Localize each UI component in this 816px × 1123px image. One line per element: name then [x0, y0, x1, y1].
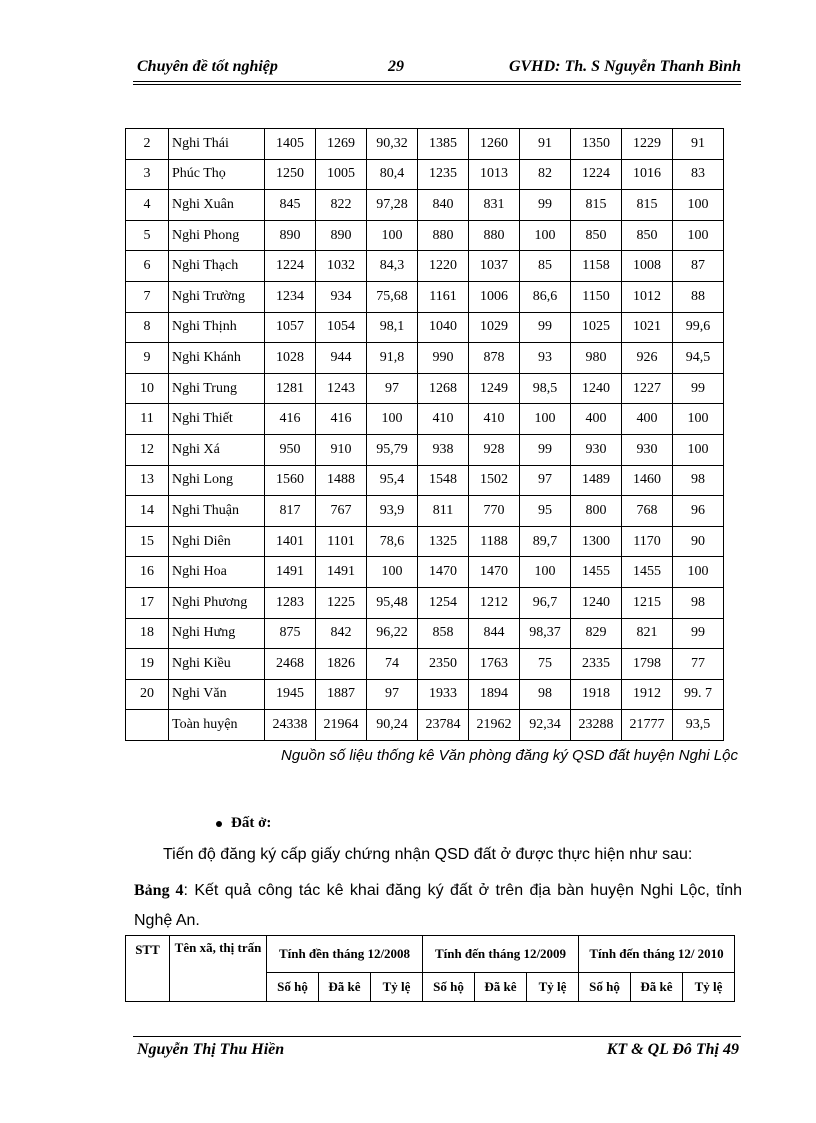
- paragraph: Tiến độ đăng ký cấp giấy chứng nhận QSD đất ở được thực hiện như sau:: [163, 846, 693, 863]
- cell-value: 831: [469, 190, 520, 221]
- col-stt: STT: [126, 936, 170, 1002]
- cell-value: 416: [265, 404, 316, 435]
- cell-value: 1040: [418, 312, 469, 343]
- cell-value: 99: [520, 312, 571, 343]
- cell-value: 1243: [316, 373, 367, 404]
- cell-value: 944: [316, 343, 367, 374]
- cell-stt: 12: [126, 434, 169, 465]
- cell-value: 90,32: [367, 129, 418, 160]
- page-footer: [133, 1041, 741, 1063]
- cell-value: 1894: [469, 679, 520, 710]
- header-rule: [133, 84, 741, 85]
- cell-value: 1008: [622, 251, 673, 282]
- cell-value: 1013: [469, 159, 520, 190]
- cell-value: 1491: [316, 557, 367, 588]
- cell-commune: Phúc Thọ: [169, 159, 265, 190]
- header-page-number: 29: [388, 58, 404, 75]
- cell-stt: 15: [126, 526, 169, 557]
- cell-value: 100: [673, 404, 724, 435]
- table-caption: [134, 876, 742, 936]
- cell-value: 990: [418, 343, 469, 374]
- cell-stt: 8: [126, 312, 169, 343]
- cell-value: 23288: [571, 710, 622, 741]
- cell-value: 92,34: [520, 710, 571, 741]
- cell-value: 89,7: [520, 526, 571, 557]
- cell-value: 1455: [622, 557, 673, 588]
- cell-value: 1240: [571, 373, 622, 404]
- cell-value: 1260: [469, 129, 520, 160]
- cell-value: 1918: [571, 679, 622, 710]
- cell-value: 850: [622, 220, 673, 251]
- cell-value: 99. 7: [673, 679, 724, 710]
- table-row: [126, 404, 724, 435]
- cell-value: 100: [673, 220, 724, 251]
- cell-stt: 19: [126, 649, 169, 680]
- cell-value: 1016: [622, 159, 673, 190]
- table-caption-label: Bảng 4: [134, 882, 184, 899]
- cell-stt: [126, 710, 169, 741]
- table-row: [126, 220, 724, 251]
- cell-value: 95,4: [367, 465, 418, 496]
- table-row: [126, 679, 724, 710]
- cell-value: 926: [622, 343, 673, 374]
- cell-value: 1224: [571, 159, 622, 190]
- cell-value: 100: [367, 404, 418, 435]
- cell-value: 24338: [265, 710, 316, 741]
- table-row: [126, 649, 724, 680]
- cell-value: 98,37: [520, 618, 571, 649]
- cell-value: 83: [673, 159, 724, 190]
- table-row: [126, 343, 724, 374]
- header-supervisor: GVHD: Th. S Nguyễn Thanh Bình: [508, 58, 741, 75]
- footer-class: KT & QL Đô Thị 49: [606, 1041, 739, 1058]
- col-period-2010: Tính đến tháng 12/ 2010: [579, 936, 735, 973]
- cell-value: 1028: [265, 343, 316, 374]
- table-row: [126, 587, 724, 618]
- cell-value: 1220: [418, 251, 469, 282]
- cell-stt: 7: [126, 281, 169, 312]
- cell-value: 1350: [571, 129, 622, 160]
- cell-value: 96,7: [520, 587, 571, 618]
- cell-value: 100: [367, 220, 418, 251]
- cell-value: 1283: [265, 587, 316, 618]
- cell-value: 98: [673, 587, 724, 618]
- cell-value: 1006: [469, 281, 520, 312]
- cell-value: 410: [469, 404, 520, 435]
- cell-value: 1057: [265, 312, 316, 343]
- cell-value: 817: [265, 496, 316, 527]
- cell-value: 844: [469, 618, 520, 649]
- table-caption-text: : Kết quả công tác kê khai đăng ký đất ở trên địa bàn huyện Nghi Lộc, tỉnh Nghệ An.: [134, 882, 742, 929]
- cell-value: 821: [622, 618, 673, 649]
- bullet-heading-text: Đất ở:: [231, 815, 272, 831]
- table-row: [126, 618, 724, 649]
- cell-value: 99: [520, 434, 571, 465]
- table-row: [126, 373, 724, 404]
- cell-value: 98,1: [367, 312, 418, 343]
- cell-commune: Nghi Hoa: [169, 557, 265, 588]
- cell-value: 99,6: [673, 312, 724, 343]
- cell-value: 1488: [316, 465, 367, 496]
- cell-commune: Nghi Thiết: [169, 404, 265, 435]
- cell-value: 2468: [265, 649, 316, 680]
- sub-households: Số hộ: [267, 973, 319, 1002]
- table-row: [126, 557, 724, 588]
- sub-ratio: Tỷ lệ: [371, 973, 423, 1002]
- cell-stt: 13: [126, 465, 169, 496]
- cell-value: 1887: [316, 679, 367, 710]
- cell-value: 1325: [418, 526, 469, 557]
- page-header: [133, 58, 741, 80]
- footer-author: Nguyễn Thị Thu Hiền: [137, 1041, 285, 1058]
- table-row: [126, 312, 724, 343]
- cell-value: 1150: [571, 281, 622, 312]
- cell-value: 400: [571, 404, 622, 435]
- cell-value: 1455: [571, 557, 622, 588]
- cell-value: 75,68: [367, 281, 418, 312]
- cell-value: 890: [265, 220, 316, 251]
- table-row: [126, 251, 724, 282]
- cell-commune: Nghi Văn: [169, 679, 265, 710]
- cell-value: 980: [571, 343, 622, 374]
- cell-value: 950: [265, 434, 316, 465]
- cell-stt: 18: [126, 618, 169, 649]
- cell-value: 97: [520, 465, 571, 496]
- cell-value: 1215: [622, 587, 673, 618]
- cell-value: 1254: [418, 587, 469, 618]
- cell-value: 1240: [571, 587, 622, 618]
- cell-stt: 20: [126, 679, 169, 710]
- cell-value: 99: [520, 190, 571, 221]
- source-note: Nguồn số liệu thống kê Văn phòng đăng ký QSD đất huyện Nghi Lộc: [281, 747, 738, 764]
- cell-value: 82: [520, 159, 571, 190]
- cell-value: 840: [418, 190, 469, 221]
- cell-value: 1300: [571, 526, 622, 557]
- cell-value: 93: [520, 343, 571, 374]
- cell-value: 1005: [316, 159, 367, 190]
- cell-value: 93,9: [367, 496, 418, 527]
- cell-value: 1032: [316, 251, 367, 282]
- header-title: Chuyên đề tốt nghiệp: [137, 58, 278, 75]
- cell-value: 767: [316, 496, 367, 527]
- cell-stt: 4: [126, 190, 169, 221]
- cell-value: 1188: [469, 526, 520, 557]
- cell-value: 96: [673, 496, 724, 527]
- cell-value: 880: [418, 220, 469, 251]
- cell-value: 1029: [469, 312, 520, 343]
- cell-value: 95: [520, 496, 571, 527]
- cell-value: 93,5: [673, 710, 724, 741]
- cell-commune: Toàn huyện: [169, 710, 265, 741]
- cell-stt: 11: [126, 404, 169, 435]
- data-table-body: [126, 129, 724, 741]
- cell-value: 768: [622, 496, 673, 527]
- cell-value: 98: [520, 679, 571, 710]
- cell-commune: Nghi Thịnh: [169, 312, 265, 343]
- table-row: [126, 496, 724, 527]
- cell-stt: 14: [126, 496, 169, 527]
- cell-stt: 5: [126, 220, 169, 251]
- cell-value: 1269: [316, 129, 367, 160]
- cell-value: 1401: [265, 526, 316, 557]
- cell-value: 88: [673, 281, 724, 312]
- cell-value: 811: [418, 496, 469, 527]
- cell-value: 90: [673, 526, 724, 557]
- table4-header: [125, 935, 735, 1002]
- bullet-heading: [216, 815, 271, 832]
- cell-value: 1234: [265, 281, 316, 312]
- cell-value: 928: [469, 434, 520, 465]
- cell-value: 1012: [622, 281, 673, 312]
- cell-value: 1235: [418, 159, 469, 190]
- cell-value: 1405: [265, 129, 316, 160]
- sub-declared: Đã kê: [631, 973, 683, 1002]
- cell-value: 770: [469, 496, 520, 527]
- cell-value: 98,5: [520, 373, 571, 404]
- cell-value: 91: [520, 129, 571, 160]
- cell-value: 1224: [265, 251, 316, 282]
- cell-value: 1037: [469, 251, 520, 282]
- col-name: Tên xã, thị trấn: [170, 936, 267, 1002]
- data-table: [125, 128, 724, 741]
- cell-value: 1281: [265, 373, 316, 404]
- col-period-2008: Tính đền tháng 12/2008: [267, 936, 423, 973]
- cell-value: 1385: [418, 129, 469, 160]
- cell-value: 1470: [418, 557, 469, 588]
- cell-value: 822: [316, 190, 367, 221]
- cell-value: 87: [673, 251, 724, 282]
- cell-value: 1798: [622, 649, 673, 680]
- cell-value: 1025: [571, 312, 622, 343]
- cell-stt: 10: [126, 373, 169, 404]
- cell-value: 815: [622, 190, 673, 221]
- cell-value: 21964: [316, 710, 367, 741]
- cell-value: 2335: [571, 649, 622, 680]
- cell-value: 98: [673, 465, 724, 496]
- cell-commune: Nghi Xuân: [169, 190, 265, 221]
- cell-value: 858: [418, 618, 469, 649]
- cell-commune: Nghi Khánh: [169, 343, 265, 374]
- cell-value: 930: [571, 434, 622, 465]
- cell-stt: 2: [126, 129, 169, 160]
- cell-value: 96,22: [367, 618, 418, 649]
- cell-value: 845: [265, 190, 316, 221]
- cell-commune: Nghi Trường: [169, 281, 265, 312]
- cell-commune: Nghi Thuận: [169, 496, 265, 527]
- cell-value: 100: [673, 190, 724, 221]
- cell-value: 74: [367, 649, 418, 680]
- cell-value: 416: [316, 404, 367, 435]
- cell-value: 1101: [316, 526, 367, 557]
- cell-value: 1548: [418, 465, 469, 496]
- cell-value: 1021: [622, 312, 673, 343]
- cell-value: 1054: [316, 312, 367, 343]
- cell-value: 410: [418, 404, 469, 435]
- cell-value: 850: [571, 220, 622, 251]
- cell-commune: Nghi Hưng: [169, 618, 265, 649]
- cell-value: 878: [469, 343, 520, 374]
- cell-value: 2350: [418, 649, 469, 680]
- cell-commune: Nghi Thạch: [169, 251, 265, 282]
- cell-value: 80,4: [367, 159, 418, 190]
- cell-value: 934: [316, 281, 367, 312]
- table-row: [126, 710, 724, 741]
- cell-commune: Nghi Kiều: [169, 649, 265, 680]
- cell-value: 99: [673, 373, 724, 404]
- cell-value: 1249: [469, 373, 520, 404]
- cell-value: 99: [673, 618, 724, 649]
- cell-value: 1229: [622, 129, 673, 160]
- table-row: [126, 190, 724, 221]
- cell-value: 85: [520, 251, 571, 282]
- cell-value: 97: [367, 679, 418, 710]
- cell-value: 1933: [418, 679, 469, 710]
- cell-commune: Nghi Xá: [169, 434, 265, 465]
- cell-value: 100: [520, 557, 571, 588]
- cell-value: 1268: [418, 373, 469, 404]
- cell-value: 78,6: [367, 526, 418, 557]
- cell-value: 1227: [622, 373, 673, 404]
- cell-commune: Nghi Long: [169, 465, 265, 496]
- cell-value: 1763: [469, 649, 520, 680]
- cell-value: 1489: [571, 465, 622, 496]
- sub-households: Số hộ: [579, 973, 631, 1002]
- cell-stt: 16: [126, 557, 169, 588]
- cell-value: 800: [571, 496, 622, 527]
- sub-declared: Đã kê: [319, 973, 371, 1002]
- cell-value: 21777: [622, 710, 673, 741]
- cell-value: 86,6: [520, 281, 571, 312]
- cell-value: 100: [673, 434, 724, 465]
- cell-value: 1212: [469, 587, 520, 618]
- cell-value: 1460: [622, 465, 673, 496]
- cell-value: 100: [520, 404, 571, 435]
- cell-value: 1170: [622, 526, 673, 557]
- cell-value: 1560: [265, 465, 316, 496]
- cell-value: 400: [622, 404, 673, 435]
- cell-value: 91,8: [367, 343, 418, 374]
- sub-households: Số hộ: [423, 973, 475, 1002]
- table-row: [126, 526, 724, 557]
- cell-commune: Nghi Thái: [169, 129, 265, 160]
- cell-value: 97: [367, 373, 418, 404]
- cell-value: 1161: [418, 281, 469, 312]
- cell-value: 880: [469, 220, 520, 251]
- sub-declared: Đã kê: [475, 973, 527, 1002]
- cell-value: 1826: [316, 649, 367, 680]
- footer-rule: [133, 1036, 741, 1037]
- cell-stt: 6: [126, 251, 169, 282]
- cell-value: 95,48: [367, 587, 418, 618]
- cell-value: 842: [316, 618, 367, 649]
- bullet-icon: [216, 821, 222, 827]
- header-rule: [133, 81, 741, 82]
- table-row: [126, 434, 724, 465]
- cell-stt: 9: [126, 343, 169, 374]
- cell-value: 890: [316, 220, 367, 251]
- col-period-2009: Tính đến tháng 12/2009: [423, 936, 579, 973]
- cell-value: 97,28: [367, 190, 418, 221]
- cell-commune: Nghi Phong: [169, 220, 265, 251]
- cell-value: 1250: [265, 159, 316, 190]
- sub-ratio: Tỷ lệ: [527, 973, 579, 1002]
- cell-value: 100: [367, 557, 418, 588]
- cell-value: 90,24: [367, 710, 418, 741]
- cell-value: 91: [673, 129, 724, 160]
- table-row: [126, 465, 724, 496]
- sub-ratio: Tỷ lệ: [683, 973, 735, 1002]
- cell-value: 95,79: [367, 434, 418, 465]
- cell-commune: Nghi Phương: [169, 587, 265, 618]
- cell-value: 1945: [265, 679, 316, 710]
- cell-value: 1912: [622, 679, 673, 710]
- cell-value: 77: [673, 649, 724, 680]
- table-row: [126, 281, 724, 312]
- cell-value: 100: [673, 557, 724, 588]
- cell-value: 23784: [418, 710, 469, 741]
- cell-commune: Nghi Diên: [169, 526, 265, 557]
- cell-value: 875: [265, 618, 316, 649]
- cell-value: 1491: [265, 557, 316, 588]
- cell-value: 21962: [469, 710, 520, 741]
- cell-value: 829: [571, 618, 622, 649]
- cell-value: 100: [520, 220, 571, 251]
- cell-value: 815: [571, 190, 622, 221]
- cell-value: 1225: [316, 587, 367, 618]
- cell-stt: 3: [126, 159, 169, 190]
- cell-value: 1470: [469, 557, 520, 588]
- cell-value: 75: [520, 649, 571, 680]
- cell-stt: 17: [126, 587, 169, 618]
- cell-value: 910: [316, 434, 367, 465]
- cell-value: 1158: [571, 251, 622, 282]
- cell-value: 1502: [469, 465, 520, 496]
- cell-value: 94,5: [673, 343, 724, 374]
- table-row: [126, 159, 724, 190]
- cell-value: 930: [622, 434, 673, 465]
- table-row: [126, 129, 724, 160]
- cell-commune: Nghi Trung: [169, 373, 265, 404]
- cell-value: 938: [418, 434, 469, 465]
- cell-value: 84,3: [367, 251, 418, 282]
